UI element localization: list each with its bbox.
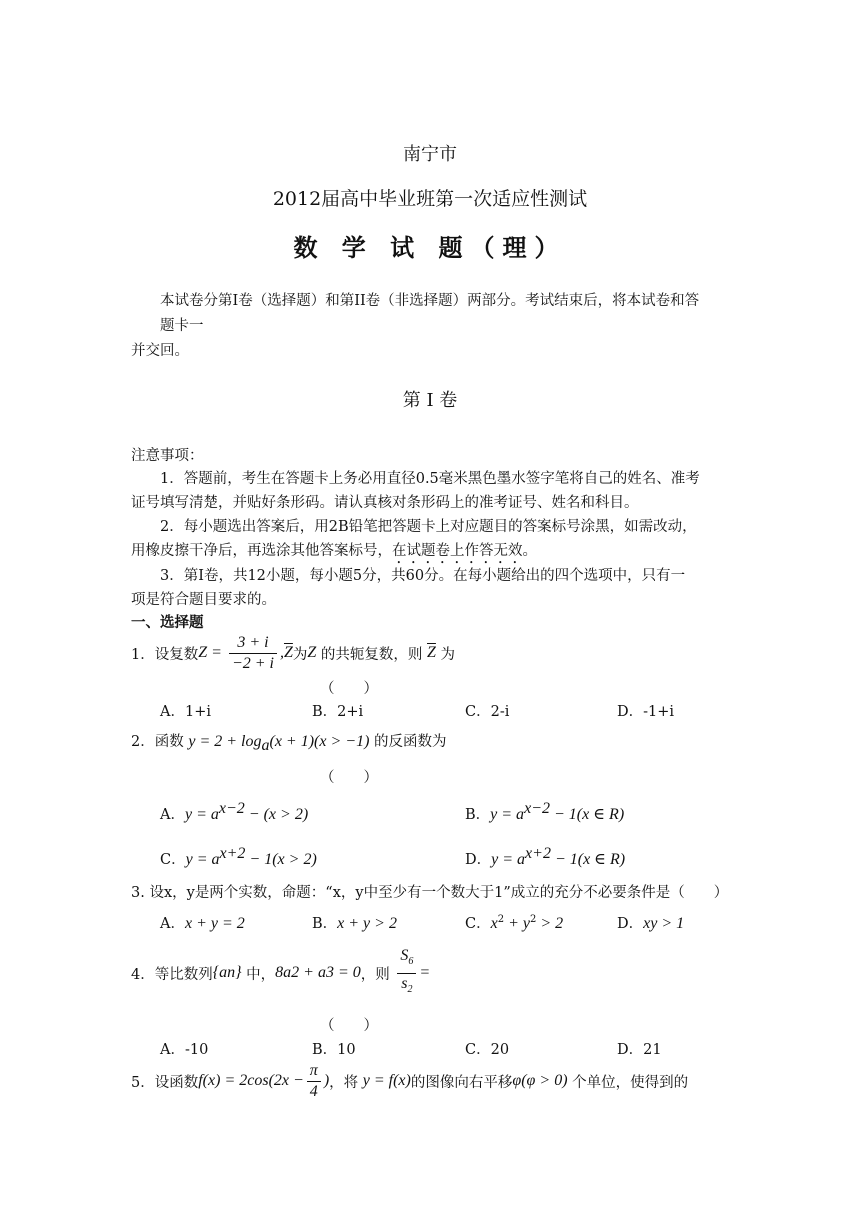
question-1 bbox=[131, 630, 455, 676]
q4-seq-close: } bbox=[235, 964, 242, 981]
note-3a: 3．第I卷，共12小题，每小题5分，共60分。在每小题给出的四个选项中，只有一 bbox=[160, 568, 686, 584]
intro-line-2: 题卡一 bbox=[160, 318, 204, 334]
q1-eq: = bbox=[207, 644, 226, 661]
q1-comma: , bbox=[279, 644, 284, 661]
q3-b-expr: x + y > 2 bbox=[337, 915, 397, 932]
q3-option-b bbox=[312, 912, 397, 933]
q3-option-d bbox=[617, 912, 684, 933]
q4-option-a: A．-10 bbox=[160, 1042, 209, 1058]
note-1a: 1．答题前，考生在答题卡上务必用直径0.5毫米黑色墨水签字笔将自己的姓名、准考 bbox=[160, 471, 700, 487]
q2-option-d bbox=[465, 845, 625, 869]
note-1b: 证号填写清楚，并贴好条形码。请认真核对条形码上的准考证号、姓名和科目。 bbox=[131, 495, 639, 511]
exam-title: 2012届高中毕业班第一次适应性测试 bbox=[272, 188, 588, 210]
q3-a-expr: x + y = 2 bbox=[184, 915, 245, 932]
q2-a-label: A． bbox=[160, 806, 185, 823]
q2-expr2: (x + 1)(x > −1) bbox=[269, 733, 370, 750]
note-2b-pre: 用橡皮擦干净后，再选涂其他答案标号， bbox=[131, 543, 392, 559]
q4-den-sub: 2 bbox=[407, 983, 413, 995]
intro-line-3: 并交回。 bbox=[131, 343, 189, 359]
note-2b bbox=[131, 539, 537, 567]
q4-fraction bbox=[397, 946, 416, 999]
q4-answer-paren: （ ） bbox=[320, 1018, 378, 1034]
q4-den: s bbox=[401, 974, 408, 992]
q5-f: f(x) = 2cos(2x − bbox=[198, 1072, 304, 1089]
q1-option-d: D．-1+i bbox=[617, 704, 675, 720]
q1-option-a: A．1+i bbox=[160, 704, 211, 720]
q1-z2: Z bbox=[307, 644, 317, 661]
q3-d-expr: xy > 1 bbox=[643, 915, 685, 932]
q1-option-c: C．2-i bbox=[465, 704, 510, 720]
q2-log-base: a bbox=[261, 736, 270, 754]
note-2b-post: 。 bbox=[522, 543, 537, 559]
q5-prefix: 5．设函数 bbox=[131, 1074, 199, 1091]
q2-d-post: − 1(x ∈ R) bbox=[550, 850, 626, 868]
q4-eq: 8a bbox=[275, 964, 292, 981]
q4-eq-sub1: 2 bbox=[291, 964, 300, 981]
subject-title: 数 学 试 题（理） bbox=[293, 234, 567, 262]
q2-a-post: − (x > 2) bbox=[244, 805, 309, 823]
q5-den: 4 bbox=[309, 1082, 318, 1100]
question-4 bbox=[131, 947, 431, 996]
volume-title: 第 Ⅰ 卷 bbox=[402, 390, 458, 411]
q4-eq3: = 0 bbox=[333, 964, 361, 981]
q2-option-b bbox=[465, 800, 624, 824]
q2-option-a bbox=[160, 800, 308, 824]
q3-c-y: + y bbox=[504, 915, 530, 932]
q3-option-c: C．$x^2 + y^2 > 2$ bbox=[465, 914, 564, 932]
q3-c-x: x bbox=[490, 915, 498, 932]
q4-eq-sub2: 3 bbox=[325, 964, 334, 981]
note-2a: 2．每小题选出答案后，用2B铅笔把答题卡上对应题目的答案标号涂黑，如需改动， bbox=[160, 519, 697, 535]
q2-b-exp: x−2 bbox=[524, 800, 550, 817]
q2-c-label: C． bbox=[160, 851, 186, 868]
q1-fraction bbox=[229, 633, 277, 674]
q4-seq: {a bbox=[212, 964, 228, 981]
q2-b-post: − 1(x ∈ R) bbox=[549, 805, 625, 823]
q4-mid: 中， bbox=[241, 966, 276, 983]
q1-wei: 为 bbox=[292, 646, 308, 663]
q4-option-c: C．20 bbox=[465, 1042, 510, 1058]
q4-then: ，则 bbox=[360, 966, 395, 983]
q2-prefix: 2．函数 bbox=[131, 734, 189, 750]
q3-c-rhs: > 2 bbox=[536, 915, 564, 932]
q2-a-exp: x−2 bbox=[218, 800, 245, 817]
q4-post: = bbox=[419, 964, 431, 981]
q1-numerator: 3 + i bbox=[229, 633, 277, 654]
question-5 bbox=[131, 1058, 688, 1104]
q3-b-label: B． bbox=[312, 916, 338, 932]
q5-mid2: 的图像向右平移 bbox=[410, 1074, 513, 1091]
q5-num: π bbox=[307, 1061, 321, 1082]
notes-heading: 注意事项： bbox=[131, 448, 204, 464]
q1-denominator: −2 + i bbox=[231, 654, 274, 672]
q2-c-exp: x+2 bbox=[219, 845, 246, 862]
q2-d-base: y = a bbox=[491, 850, 526, 868]
q2-answer-paren: （ ） bbox=[320, 770, 378, 786]
q3-a-label: A． bbox=[160, 916, 185, 932]
q4-option-d: D．21 bbox=[617, 1042, 662, 1058]
q2-c-base: y = a bbox=[185, 850, 220, 868]
city-title: 南宁市 bbox=[403, 144, 457, 165]
q2-option-c bbox=[160, 845, 317, 869]
q1-option-b: B．2+i bbox=[312, 704, 364, 720]
q5-close: ) bbox=[323, 1072, 330, 1089]
q1-answer-paren: （ ） bbox=[320, 681, 378, 697]
q2-c-post: − 1(x > 2) bbox=[245, 850, 317, 868]
q3-option-a bbox=[160, 912, 245, 933]
question-3: 3. 设x，y是两个实数，命题：“x，y中至少有一个数大于1”成立的充分不必要条件是（ ） bbox=[131, 885, 729, 901]
q3-c-label: C． bbox=[465, 916, 491, 932]
q4-num: S bbox=[400, 947, 409, 965]
q5-post: 个单位，使得到的 bbox=[567, 1074, 689, 1091]
intro-line-1: 本试卷分第I卷（选择题）和第II卷（非选择题）两部分。考试结束后，将本试卷和答 bbox=[160, 293, 700, 309]
q4-eq2: + a bbox=[299, 964, 326, 981]
question-2 bbox=[131, 730, 447, 755]
q1-z: Z bbox=[198, 644, 208, 661]
section-heading: 一、选择题 bbox=[131, 615, 204, 631]
q5-mid: ，将 bbox=[329, 1074, 363, 1091]
q2-expr: y = 2 + log bbox=[188, 733, 262, 750]
q1-zbar2: $\overline{Z}$ bbox=[427, 644, 436, 661]
q2-d-label: D． bbox=[465, 851, 492, 868]
note-3b: 项是符合题目要求的。 bbox=[131, 592, 276, 608]
q3-d-label: D． bbox=[617, 916, 644, 932]
q1-text2: 的共轭复数，则 bbox=[316, 646, 428, 663]
q1-text3: 为 bbox=[435, 646, 456, 663]
q5-phi: φ(φ > 0) bbox=[512, 1072, 568, 1089]
q2-post: 的反函数为 bbox=[369, 734, 447, 750]
q4-prefix: 4．等比数列 bbox=[131, 966, 213, 983]
q2-a-base: y = a bbox=[184, 805, 219, 823]
q4-seq-sub: n bbox=[227, 964, 236, 981]
q5-g: y = f(x) bbox=[362, 1072, 411, 1089]
q2-d-exp: x+2 bbox=[525, 845, 551, 862]
q1-zbar: $\overline{Z}$ bbox=[283, 644, 293, 661]
q4-num-sub: 6 bbox=[408, 956, 414, 968]
note-2b-emphasis: 在试题卷上作答无效 bbox=[392, 543, 523, 559]
q1-prefix: 1．设复数 bbox=[131, 646, 199, 663]
q2-b-label: B． bbox=[465, 806, 491, 823]
q4-option-b: B．10 bbox=[312, 1042, 356, 1058]
q5-fraction bbox=[307, 1061, 321, 1102]
q2-b-base: y = a bbox=[490, 805, 525, 823]
